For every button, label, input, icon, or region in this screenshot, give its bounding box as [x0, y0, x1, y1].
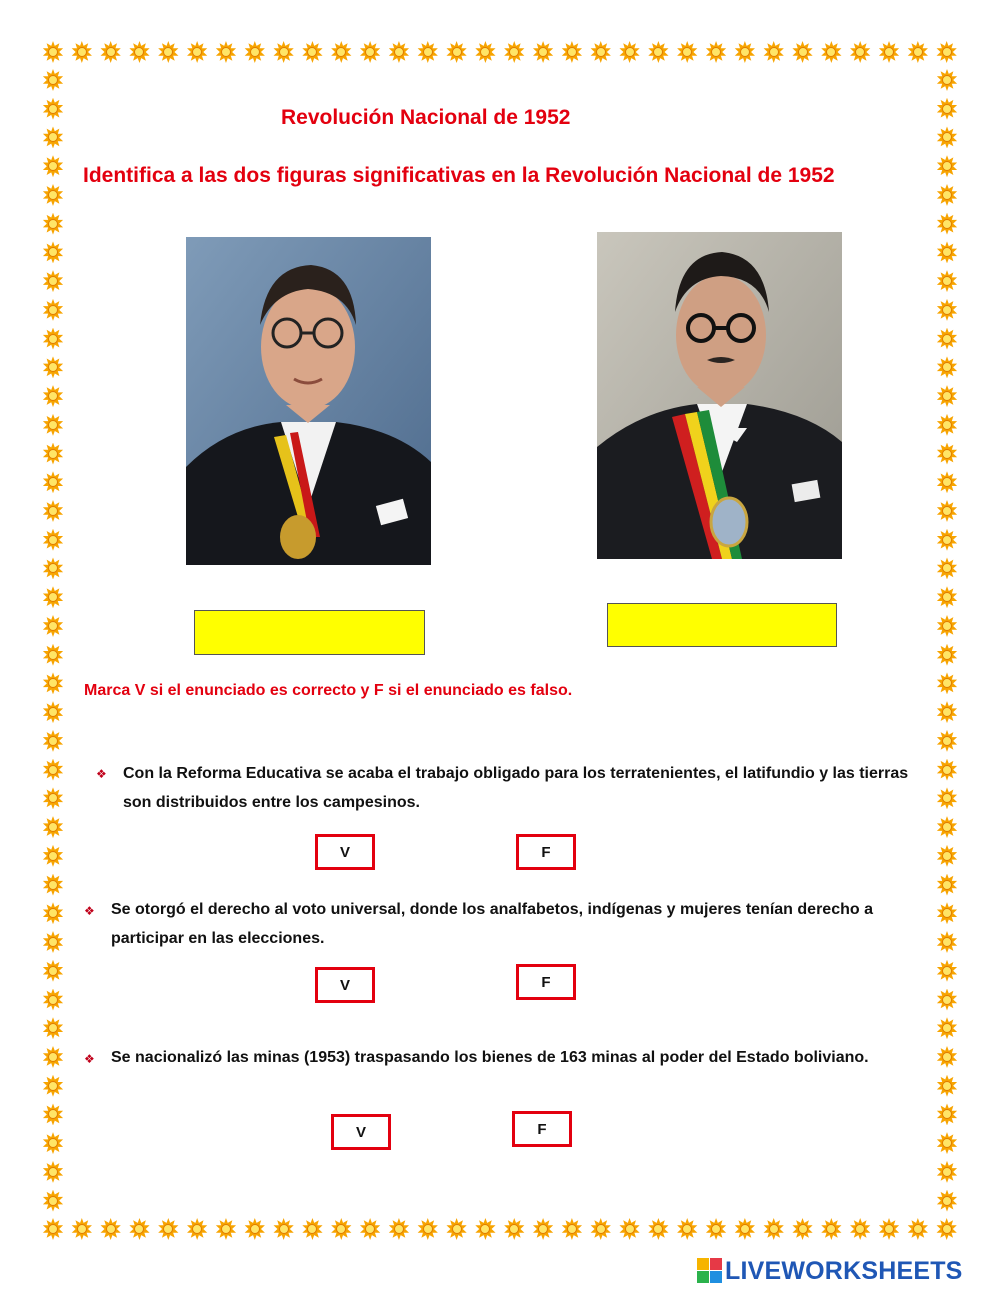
sun-ornament-icon [936, 1046, 958, 1068]
sun-ornament-icon [936, 816, 958, 838]
sun-ornament-icon [42, 241, 64, 263]
sun-ornament-icon [849, 41, 871, 63]
sun-ornament-icon [936, 701, 958, 723]
sun-ornament-icon [936, 98, 958, 120]
sun-ornament-icon [42, 615, 64, 637]
sun-ornament-icon [936, 787, 958, 809]
question-2-text: Se otorgó el derecho al voto universal, donde los analfabetos, indígenas y mujeres tenían derecho a participar en las elecciones. [111, 901, 873, 947]
sun-ornament-icon [936, 730, 958, 752]
sun-ornament-icon [100, 41, 122, 63]
sun-ornament-icon [705, 41, 727, 63]
sun-ornament-icon [330, 1218, 352, 1240]
sun-ornament-icon [936, 299, 958, 321]
sun-ornament-icon [590, 41, 612, 63]
sun-ornament-icon [42, 385, 64, 407]
sun-ornament-icon [676, 1218, 698, 1240]
sun-ornament-icon [936, 1075, 958, 1097]
sun-ornament-icon [936, 213, 958, 235]
portrait-right [597, 232, 842, 559]
sun-ornament-icon [676, 41, 698, 63]
sun-ornament-icon [936, 845, 958, 867]
page-subtitle: Identifica a las dos figuras significativas en la Revolución Nacional de 1952 [83, 164, 835, 187]
sun-ornament-icon [42, 443, 64, 465]
portrait-photo-right-icon [597, 232, 842, 559]
sun-ornament-icon [42, 98, 64, 120]
sun-ornament-icon [244, 1218, 266, 1240]
sun-ornament-icon [619, 1218, 641, 1240]
sun-ornament-icon [474, 1218, 496, 1240]
sun-ornament-icon [936, 644, 958, 666]
question-3-text: Se nacionalizó las minas (1953) traspasando los bienes de 163 minas al poder del Estado boliviano. [111, 1049, 869, 1066]
sun-border-top [42, 41, 958, 63]
sun-ornament-icon [186, 41, 208, 63]
sun-ornament-icon [734, 1218, 756, 1240]
sun-ornament-icon [42, 41, 64, 63]
sun-ornament-icon [42, 126, 64, 148]
sun-ornament-icon [157, 1218, 179, 1240]
sun-ornament-icon [42, 184, 64, 206]
sun-ornament-icon [820, 41, 842, 63]
sun-ornament-icon [532, 1218, 554, 1240]
sun-ornament-icon [42, 500, 64, 522]
answer-box-left[interactable] [194, 610, 425, 655]
sun-ornament-icon [42, 730, 64, 752]
sun-ornament-icon [42, 586, 64, 608]
sun-ornament-icon [820, 1218, 842, 1240]
sun-ornament-icon [42, 471, 64, 493]
answer-box-right[interactable] [607, 603, 837, 647]
sun-ornament-icon [878, 41, 900, 63]
sun-ornament-icon [42, 1132, 64, 1154]
question-1-text: Con la Reforma Educativa se acaba el trabajo obligado para los terratenientes, el latifundio y las tierras son distribuidos entre los campesinos. [123, 765, 909, 811]
sun-ornament-icon [42, 299, 64, 321]
sun-ornament-icon [936, 270, 958, 292]
sun-ornament-icon [42, 557, 64, 579]
sun-ornament-icon [273, 41, 295, 63]
question-3-true-button[interactable]: V [331, 1114, 391, 1150]
sun-ornament-icon [359, 1218, 381, 1240]
sun-ornament-icon [215, 41, 237, 63]
liveworksheets-wordmark: LIVEWORKSHEETS [725, 1256, 963, 1285]
sun-ornament-icon [503, 1218, 525, 1240]
sun-ornament-icon [42, 960, 64, 982]
sun-ornament-icon [936, 385, 958, 407]
sun-ornament-icon [936, 414, 958, 436]
sun-ornament-icon [936, 759, 958, 781]
sun-ornament-icon [42, 759, 64, 781]
sun-ornament-icon [936, 1190, 958, 1212]
sun-ornament-icon [186, 1218, 208, 1240]
sun-ornament-icon [849, 1218, 871, 1240]
question-2-false-button[interactable]: F [516, 964, 576, 1000]
sun-ornament-icon [42, 787, 64, 809]
sun-ornament-icon [647, 41, 669, 63]
sun-ornament-icon [936, 155, 958, 177]
sun-ornament-icon [936, 1161, 958, 1183]
sun-ornament-icon [936, 241, 958, 263]
sun-ornament-icon [878, 1218, 900, 1240]
sun-ornament-icon [619, 41, 641, 63]
sun-ornament-icon [42, 644, 64, 666]
sun-ornament-icon [474, 41, 496, 63]
diamond-bullet-icon: ❖ [84, 1052, 95, 1066]
sun-ornament-icon [763, 1218, 785, 1240]
diamond-bullet-icon: ❖ [96, 767, 107, 781]
sun-ornament-icon [42, 816, 64, 838]
sun-ornament-icon [446, 1218, 468, 1240]
sun-ornament-icon [42, 1161, 64, 1183]
sun-ornament-icon [359, 41, 381, 63]
sun-ornament-icon [936, 557, 958, 579]
sun-ornament-icon [561, 41, 583, 63]
sun-ornament-icon [936, 69, 958, 91]
sun-ornament-icon [792, 1218, 814, 1240]
sun-ornament-icon [42, 213, 64, 235]
sun-border-left [42, 69, 64, 1212]
sun-ornament-icon [590, 1218, 612, 1240]
sun-ornament-icon [936, 500, 958, 522]
sun-ornament-icon [128, 1218, 150, 1240]
sun-ornament-icon [42, 1190, 64, 1212]
question-3-false-button[interactable]: F [512, 1111, 572, 1147]
sun-ornament-icon [42, 1218, 64, 1240]
sun-ornament-icon [42, 328, 64, 350]
sun-ornament-icon [936, 931, 958, 953]
liveworksheets-brand [697, 1256, 963, 1286]
sun-ornament-icon [42, 529, 64, 551]
page-title: Revolución Nacional de 1952 [281, 106, 571, 129]
sun-ornament-icon [532, 41, 554, 63]
sun-ornament-icon [936, 960, 958, 982]
sun-ornament-icon [503, 41, 525, 63]
question-1-false-button[interactable]: F [516, 834, 576, 870]
sun-border-bottom [42, 1218, 958, 1240]
sun-ornament-icon [42, 874, 64, 896]
sun-ornament-icon [215, 1218, 237, 1240]
sun-ornament-icon [936, 874, 958, 896]
sun-ornament-icon [42, 155, 64, 177]
sun-ornament-icon [42, 845, 64, 867]
sun-ornament-icon [936, 989, 958, 1011]
question-1-true-button[interactable]: V [315, 834, 375, 870]
sun-ornament-icon [936, 443, 958, 465]
diamond-bullet-icon: ❖ [84, 904, 95, 918]
sun-ornament-icon [936, 672, 958, 694]
sun-ornament-icon [100, 1218, 122, 1240]
sun-ornament-icon [936, 1218, 958, 1240]
sun-ornament-icon [763, 41, 785, 63]
question-2-true-button[interactable]: V [315, 967, 375, 1003]
sun-ornament-icon [936, 184, 958, 206]
sun-ornament-icon [936, 328, 958, 350]
sun-ornament-icon [417, 41, 439, 63]
sun-ornament-icon [388, 1218, 410, 1240]
portrait-left [186, 237, 431, 565]
sun-ornament-icon [936, 126, 958, 148]
sun-ornament-icon [936, 615, 958, 637]
sun-ornament-icon [936, 41, 958, 63]
instruction-text: Marca V si el enunciado es correcto y F si el enunciado es falso. [84, 682, 573, 699]
sun-ornament-icon [42, 1075, 64, 1097]
sun-ornament-icon [388, 41, 410, 63]
sun-ornament-icon [42, 1103, 64, 1125]
sun-ornament-icon [417, 1218, 439, 1240]
sun-ornament-icon [561, 1218, 583, 1240]
sun-ornament-icon [42, 902, 64, 924]
sun-ornament-icon [936, 902, 958, 924]
sun-ornament-icon [244, 41, 266, 63]
sun-ornament-icon [705, 1218, 727, 1240]
sun-ornament-icon [936, 1103, 958, 1125]
sun-ornament-icon [42, 69, 64, 91]
sun-ornament-icon [647, 1218, 669, 1240]
sun-ornament-icon [907, 41, 929, 63]
sun-border-right [936, 69, 958, 1212]
sun-ornament-icon [936, 356, 958, 378]
sun-ornament-icon [42, 931, 64, 953]
sun-ornament-icon [42, 1046, 64, 1068]
sun-ornament-icon [42, 270, 64, 292]
portrait-photo-left-icon [186, 237, 431, 565]
sun-ornament-icon [907, 1218, 929, 1240]
sun-ornament-icon [936, 529, 958, 551]
sun-ornament-icon [42, 414, 64, 436]
sun-ornament-icon [936, 1017, 958, 1039]
sun-ornament-icon [273, 1218, 295, 1240]
sun-ornament-icon [301, 1218, 323, 1240]
sun-ornament-icon [936, 1132, 958, 1154]
sun-ornament-icon [42, 356, 64, 378]
sun-ornament-icon [936, 586, 958, 608]
sun-ornament-icon [42, 672, 64, 694]
sun-ornament-icon [792, 41, 814, 63]
sun-ornament-icon [71, 1218, 93, 1240]
sun-ornament-icon [157, 41, 179, 63]
sun-ornament-icon [42, 701, 64, 723]
sun-ornament-icon [936, 471, 958, 493]
sun-ornament-icon [42, 989, 64, 1011]
liveworksheets-logo-icon [697, 1258, 723, 1284]
sun-ornament-icon [71, 41, 93, 63]
sun-ornament-icon [42, 1017, 64, 1039]
sun-ornament-icon [301, 41, 323, 63]
sun-ornament-icon [128, 41, 150, 63]
sun-ornament-icon [330, 41, 352, 63]
sun-ornament-icon [446, 41, 468, 63]
sun-ornament-icon [734, 41, 756, 63]
